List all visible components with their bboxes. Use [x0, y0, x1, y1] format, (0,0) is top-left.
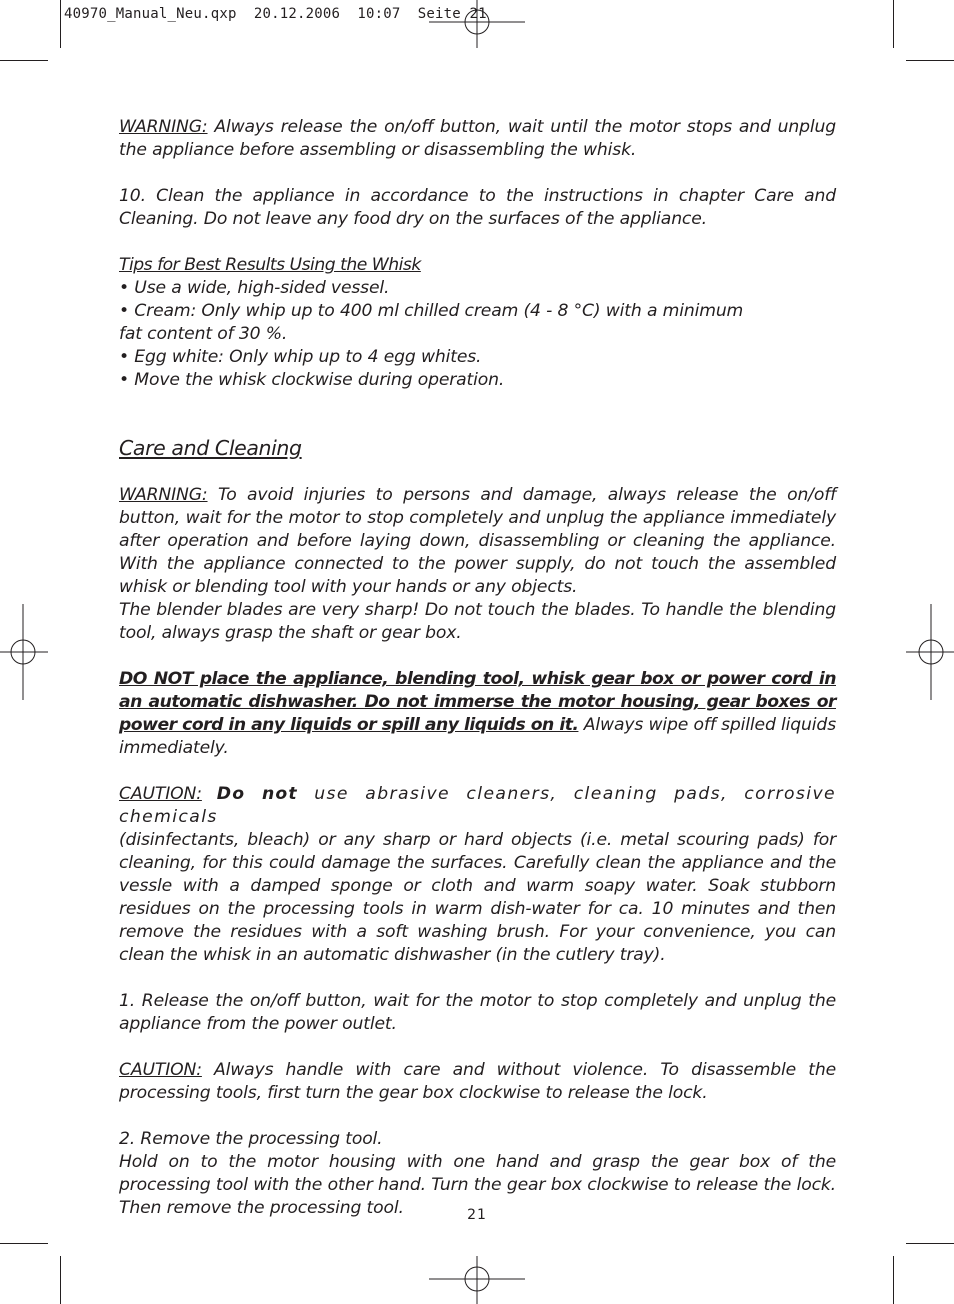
- step-2-detail: Hold on to the motor housing with one hand and grasp the gear box of the processing tool with the other hand. Turn the gear box clockwise to release the lock. Then remove the processing tool.: [119, 1152, 836, 1218]
- crop-mark-bottom-right-horizontal: [906, 1243, 954, 1244]
- crop-mark-bottom-left-vertical: [60, 1256, 61, 1304]
- crop-mark-top-right-horizontal: [906, 60, 954, 61]
- crop-mark-top-right-vertical: [893, 0, 894, 48]
- tips-heading: Tips for Best Results Using the Whisk: [119, 255, 421, 275]
- step-2: 2. Remove the processing tool.: [119, 1129, 383, 1149]
- manual-content: [119, 116, 836, 1220]
- crop-mark-bottom-left-horizontal: [0, 1243, 48, 1244]
- dishwasher-warning: DO NOT place the appliance, blending tool, whisk gear box or power cord in an automatic dishwasher. Do not immerse the motor housing, gear boxes or power cord in any liquids or spill any liquids on it. Always wipe off spilled liquids immediately.: [119, 669, 836, 758]
- warning-label: WARNING:: [119, 485, 208, 505]
- whisk-warning: WARNING: Always release the on/off button, wait until the motor stops and unplug the appliance before assembling or disassembling the whisk.: [119, 117, 836, 160]
- registration-mark-right-icon: [906, 604, 954, 700]
- caution-handle: CAUTION: Always handle with care and without violence. To disassemble the processing tools, first turn the gear box clockwise to release the lock.: [119, 1060, 836, 1103]
- registration-mark-left-icon: [0, 604, 48, 700]
- care-heading: Care and Cleaning: [119, 436, 302, 460]
- tips-item: • Cream: Only whip up to 400 ml chilled cream (4 - 8 °C) with a minimum: [119, 301, 744, 321]
- care-warning: WARNING: To avoid injuries to persons and damage, always release the on/off button, wait for the motor to stop completely and unplug the appliance immediately after operation and before laying down, disassembling or cleaning the appliance. With the appliance connected to the power supply, do not touch the assembled whisk or blending tool with your hands or any objects.: [119, 485, 836, 597]
- printer-slug: 40970_Manual_Neu.qxp 20.12.2006 10:07 Seite 21: [64, 6, 487, 22]
- warning-label: WARNING:: [119, 117, 208, 137]
- registration-mark-top-icon: [429, 0, 525, 48]
- tips-item: • Move the whisk clockwise during operation.: [119, 370, 505, 390]
- registration-mark-bottom-icon: [429, 1256, 525, 1304]
- blades-note: The blender blades are very sharp! Do not touch the blades. To handle the blending tool, always grasp the shaft or gear box.: [119, 600, 836, 643]
- step-10: 10. Clean the appliance in accordance to the instructions in chapter Care and Cleaning. Do not leave any food dry on the surfaces of the appliance.: [119, 186, 836, 229]
- tips-item: • Egg white: Only whip up to 4 egg whites.: [119, 347, 482, 367]
- crop-mark-bottom-right-vertical: [893, 1256, 894, 1304]
- caution-cleaners-body: (disinfectants, bleach) or any sharp or hard objects (i.e. metal scouring pads) for cleaning, for this could damage the surfaces. Carefully clean the appliance and the vessle with a damped sponge or cloth and warm soapy water. Soak stubborn residues on the processing tools in warm dish-water for ca. 10 minutes and then remove the residues with a soft washing brush. For your convenience, you can clean the whisk in an automatic dishwasher (in the cutlery tray).: [119, 830, 836, 965]
- crop-mark-top-left-horizontal: [0, 60, 48, 61]
- crop-mark-top-left-vertical: [60, 0, 61, 48]
- caution-cleaners: CAUTION: Do not use abrasive cleaners, cleaning pads, corrosive chemicals: [119, 784, 836, 827]
- tips-item: fat content of 30 %.: [119, 324, 288, 344]
- page-number: 21: [467, 1207, 487, 1223]
- tips-item: • Use a wide, high-sided vessel.: [119, 278, 390, 298]
- step-1: 1. Release the on/off button, wait for the motor to stop completely and unplug the appliance from the power outlet.: [119, 991, 836, 1034]
